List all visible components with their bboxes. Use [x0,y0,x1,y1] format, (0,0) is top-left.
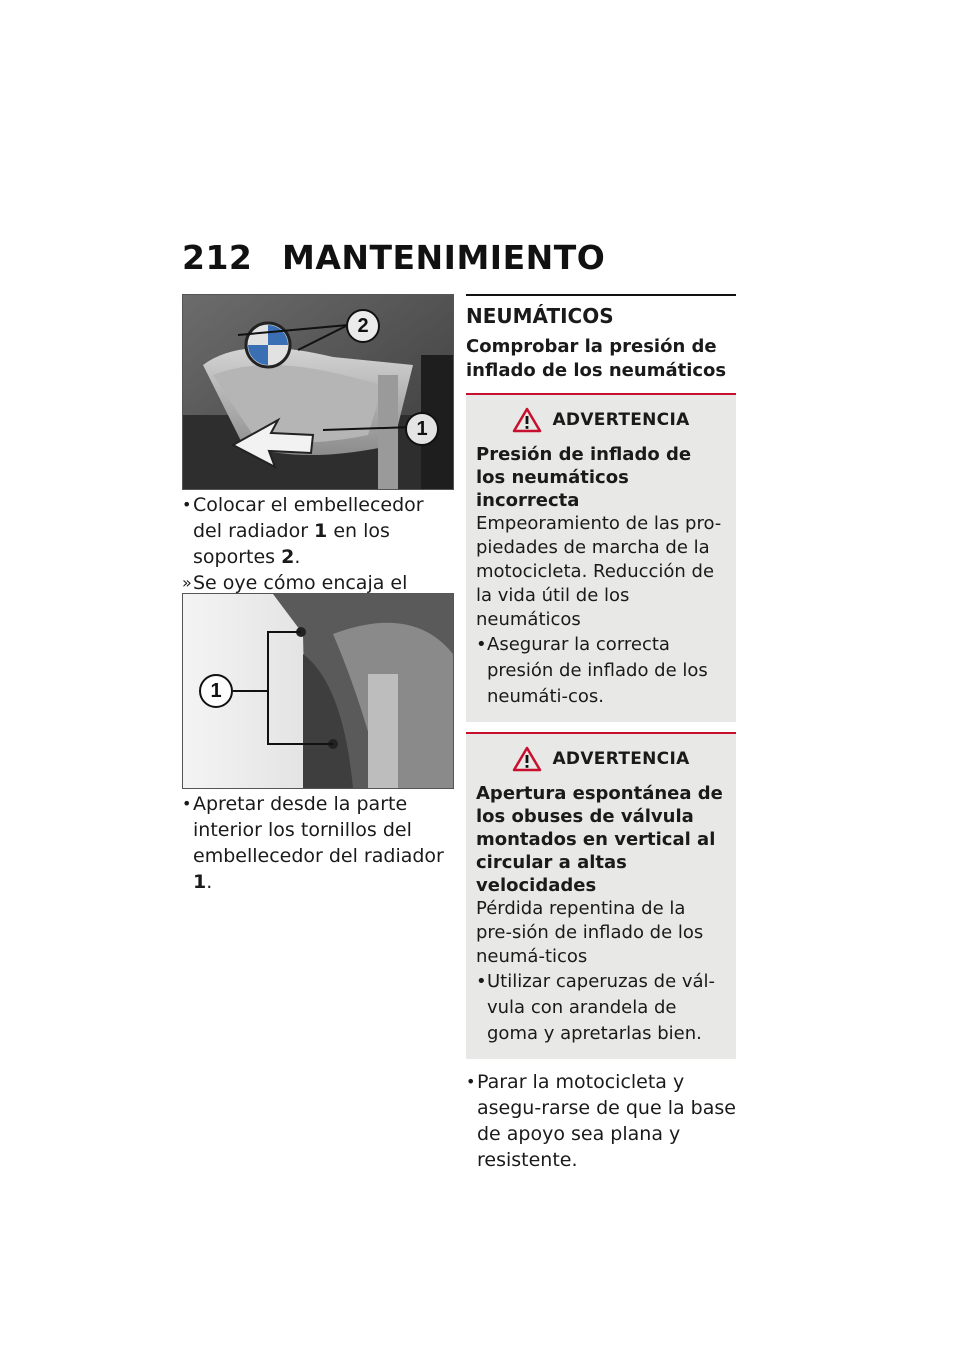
photo-radiator-trim [183,295,453,489]
section-title: NEUMÁTICOS [466,304,614,328]
steps-group-2 [182,791,454,895]
ref-number: 1 [193,871,207,893]
warning-actions [476,632,726,710]
bullet-marker: • [466,1072,476,1091]
section-rule [466,294,736,296]
warning-triangle-icon [512,746,542,772]
warning-header [476,746,726,772]
bullet-marker: • [182,794,192,813]
step-item [182,791,454,895]
result-text: Se oye cómo encaja el [193,572,408,594]
bullet-marker: • [476,971,487,992]
ref-number: 1 [314,520,328,542]
warning-label: ADVERTENCIA [552,749,690,769]
warning-title: Presión de inflado de los neumáticos incorrecta [476,444,692,511]
subsection-title: Comprobar la presión de inflado de los neumáticos [466,336,727,381]
final-step [466,1069,736,1173]
step-item [182,492,454,570]
warning-text: Empeoramiento de las pro-piedades de marcha de la motocicleta. Reducción de la vida útil de los neumáticos [476,513,722,630]
warning-triangle-icon [512,407,542,433]
warning-header [476,407,726,433]
warning-box [466,734,736,1059]
warning-action-text: Asegurar la correcta presión de inflado de los neumáti-cos. [487,634,708,707]
callout-1: 1 [199,674,233,708]
page-number: 212 [182,238,253,277]
warning-actions [476,969,726,1047]
bullet-marker: • [476,634,487,655]
warning-text: Pérdida repentina de la pre-sión de inflado de los neumá-ticos [476,898,704,967]
callout-2: 2 [346,309,380,343]
callout-1: 1 [405,412,439,446]
warning-action-text: Utilizar caperuzas de vál-vula con arandela de goma y apretarlas bien. [487,971,716,1044]
warning-label: ADVERTENCIA [552,410,690,430]
right-column [466,294,736,1173]
step-text: Apretar desde la parte interior los tornillos del embellecedor del radiador [193,793,444,867]
step-text: Parar la motocicleta y asegu-rarse de que la base de apoyo sea plana y resistente. [477,1071,736,1171]
warning-title: Apertura espontánea de los obuses de válvula montados en vertical al circular a altas velocidades [476,783,723,896]
warning-action [476,969,726,1047]
warning-action [476,632,726,710]
result-marker: » [182,573,192,592]
chapter-title: MANTENIMIENTO [282,238,606,277]
step-text: en los soportes [193,520,390,568]
step-item [466,1069,736,1173]
figure-radiator-trim-mounting [182,294,454,490]
step-text: Colocar el embellecedor del radiador [193,494,424,542]
ref-number: 2 [281,546,295,568]
page-header [182,238,605,277]
step-text: . [206,871,213,893]
figure-radiator-screws [182,593,454,789]
warning-box [466,395,736,722]
step-text: . [294,546,301,568]
bullet-marker: • [182,495,192,514]
